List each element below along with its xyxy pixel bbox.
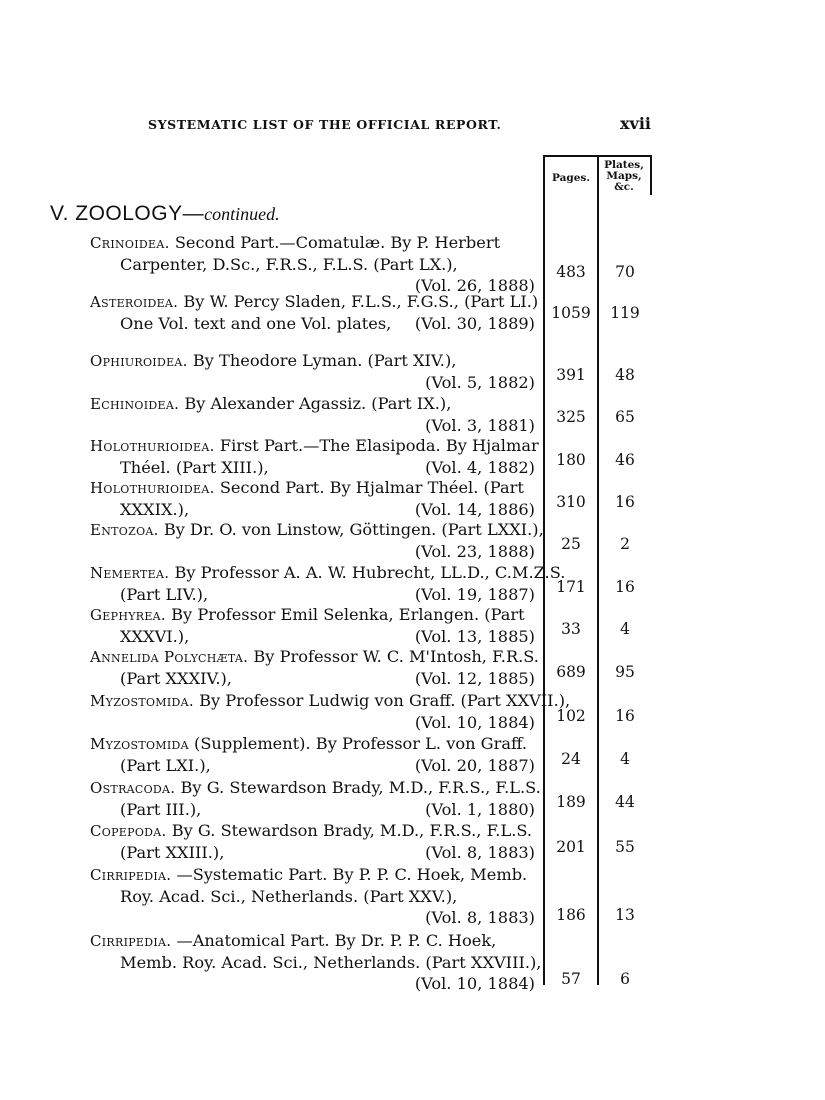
entry-name: Ostracoda. [90,779,176,797]
entry-line [90,254,535,275]
entry-plates: 4 [620,750,630,768]
entry-pages: 391 [556,366,586,384]
entry-text: By Theodore Lyman. (Part XIV.), [192,351,457,370]
entry-plates: 65 [615,408,635,426]
entry-text: By Professor Emil Selenka, Erlangen. (Part [171,605,525,624]
column-header-plates-line2: Maps, &c. [606,170,642,193]
entry-text: (Part LIV.), [120,585,209,604]
section-label: V. ZOOLOGY— [50,202,205,225]
list-item [90,820,535,863]
entry-pages: 102 [556,707,586,725]
entry-pages: 483 [556,263,586,281]
entry-line [90,584,535,605]
entry-line [90,907,535,928]
entry-line [90,350,535,372]
entry-name: Ophiuroidea. [90,352,188,370]
entry-plates: 46 [615,451,635,469]
entry-volume: (Vol. 13, 1885) [414,627,535,646]
list-item [90,393,535,436]
running-title: SYSTEMATIC LIST OF THE OFFICIAL REPORT. [148,117,502,132]
entry-name: Copepoda. [90,822,167,840]
entry-text: Memb. Roy. Acad. Sci., Netherlands. (Part XXVIII.), [120,953,542,972]
entry-volume: (Vol. 14, 1886) [414,500,535,519]
entry-text: (Part XXIII.), [120,843,225,862]
entry-line [90,777,541,799]
entry-line [90,842,535,863]
running-header [0,114,825,137]
entry-volume: (Vol. 8, 1883) [425,843,535,862]
entry-volume: (Vol. 1, 1880) [425,800,535,819]
list-item [90,350,535,393]
entry-line [90,291,539,313]
entry-name: Holothurioidea. [90,479,215,497]
entry-plates: 16 [615,578,635,596]
entry-line [90,820,535,842]
section-heading [50,202,280,226]
entry-text: By Professor Ludwig von Graff. (Part XXVII.), [199,691,571,710]
list-item [90,864,535,928]
entry-line [90,519,544,541]
list-item [90,604,535,647]
entry-text: By Alexander Agassiz. (Part IX.), [184,394,452,413]
entry-name: Cirripedia. [90,866,172,884]
entry-text: (Supplement). By Professor L. von Graff. [194,734,528,753]
entry-line [90,499,535,520]
entry-pages: 189 [556,793,586,811]
entry-plates: 70 [615,263,635,281]
entry-text: Second Part. By Hjalmar Théel. (Part [219,478,524,497]
entry-text: By G. Stewardson Brady, M.D., F.R.S., F.L.S. [180,778,541,797]
entry-line [90,372,535,393]
entry-line [90,930,535,952]
entry-line [90,799,535,820]
entry-pages: 325 [556,408,586,426]
entry-name: Nemertea. [90,564,170,582]
list-item [90,519,544,562]
entry-line [90,952,542,973]
entry-pages: 186 [556,906,586,924]
entry-volume: (Vol. 23, 1888) [414,542,535,561]
entry-line [90,604,535,626]
entry-text: XXXIX.), [120,500,190,519]
entry-line [90,755,535,776]
entry-volume: (Vol. 4, 1882) [425,458,535,477]
entry-plates: 119 [610,304,640,322]
entry-line [90,646,539,668]
entry-text: Carpenter, D.Sc., F.R.S., F.L.S. (Part LX.), [120,255,458,274]
list-item [90,646,539,689]
entry-volume: (Vol. 3, 1881) [425,416,535,435]
page-number: xvii [620,114,651,133]
entry-pages: 689 [556,663,586,681]
entry-text: By Dr. O. von Linstow, Göttingen. (Part LXXI.), [163,520,544,539]
entry-line [90,626,535,647]
list-item [90,477,535,520]
entry-text: By Professor W. C. M'Intosh, F.R.S. [253,647,539,666]
entry-name: Cirripedia. [90,932,172,950]
entry-plates: 6 [620,970,630,988]
entry-plates: 16 [615,707,635,725]
entry-name: Annelida Polychæta. [90,648,249,666]
entry-text: XXXVI.), [120,627,190,646]
entry-name: Crinoidea. [90,234,170,252]
list-item [90,777,541,820]
list-item [90,232,535,296]
entry-plates: 4 [620,620,630,638]
entry-plates: 44 [615,793,635,811]
entry-pages: 310 [556,493,586,511]
column-header-plates [598,160,650,193]
entry-volume: (Vol. 26, 1888) [414,276,535,295]
entry-name: Echinoidea. [90,395,180,413]
entry-plates: 13 [615,906,635,924]
entry-text: Roy. Acad. Sci., Netherlands. (Part XXV.), [120,887,458,906]
entry-line [90,415,535,436]
entry-plates: 95 [615,663,635,681]
entry-name: Gephyrea. [90,606,166,624]
entry-line [90,733,535,755]
entry-volume: (Vol. 19, 1887) [414,585,535,604]
entry-line [90,973,535,994]
entry-name: Myzostomida. [90,692,194,710]
entry-line [90,541,535,562]
entry-volume: (Vol. 12, 1885) [414,669,535,688]
entry-text: (Part III.), [120,800,202,819]
entry-volume: (Vol. 5, 1882) [425,373,535,392]
section-continued: continued. [204,204,280,224]
list-item [90,291,539,334]
entry-line [90,313,535,334]
entry-line [90,886,535,907]
entry-line [90,562,566,584]
entry-pages: 24 [561,750,581,768]
column-header-plates-line1: Plates, [604,159,644,171]
list-item [90,435,539,478]
entry-volume: (Vol. 10, 1884) [414,974,535,993]
entry-text: —Systematic Part. By P. P. C. Hoek, Memb. [176,865,528,884]
entry-pages: 33 [561,620,581,638]
entry-text: Théel. (Part XIII.), [120,458,269,477]
entry-pages: 1059 [551,304,591,322]
entry-pages: 171 [556,578,586,596]
entry-plates: 16 [615,493,635,511]
entry-volume: (Vol. 10, 1884) [414,713,535,732]
entry-text: —Anatomical Part. By Dr. P. P. C. Hoek, [176,931,497,950]
entry-line [90,393,535,415]
entry-line [90,457,535,478]
entry-text: By G. Stewardson Brady, M.D., F.R.S., F.L.S. [171,821,533,840]
entry-name: Holothurioidea. [90,437,215,455]
entry-text: Second Part.—Comatulæ. By P. Herbert [174,233,501,252]
column-header-pages: Pages. [551,172,590,184]
column-rule-right [650,155,652,195]
entry-line [90,690,571,712]
entry-volume: (Vol. 20, 1887) [414,756,535,775]
entry-line [90,435,539,457]
entry-volume: (Vol. 30, 1889) [414,314,535,333]
entry-pages: 57 [561,970,581,988]
entry-name: Asteroidea. [90,293,179,311]
entry-name: Entozoa. [90,521,159,539]
entry-plates: 55 [615,838,635,856]
entry-name: Myzostomida [90,735,189,753]
entry-line [90,712,535,733]
entry-text: (Part XXXIV.), [120,669,232,688]
entry-text: By Professor A. A. W. Hubrecht, LL.D., C.M.Z.S. [174,563,566,582]
entry-pages: 180 [556,451,586,469]
entry-plates: 2 [620,535,630,553]
list-item [90,733,535,776]
entry-text: By W. Percy Sladen, F.L.S., F.G.S., (Part LI.) [183,292,539,311]
entry-pages: 201 [556,838,586,856]
entry-pages: 25 [561,535,581,553]
entry-plates: 48 [615,366,635,384]
entry-line [90,864,535,886]
entry-text: First Part.—The Elasipoda. By Hjalmar [219,436,539,455]
list-item [90,562,566,605]
entry-volume: (Vol. 8, 1883) [425,908,535,927]
entry-line [90,477,535,499]
list-item [90,930,542,994]
entry-text: (Part LXI.), [120,756,211,775]
entry-line [90,232,535,254]
entry-line [90,668,535,689]
entry-text: One Vol. text and one Vol. plates, [120,314,392,333]
